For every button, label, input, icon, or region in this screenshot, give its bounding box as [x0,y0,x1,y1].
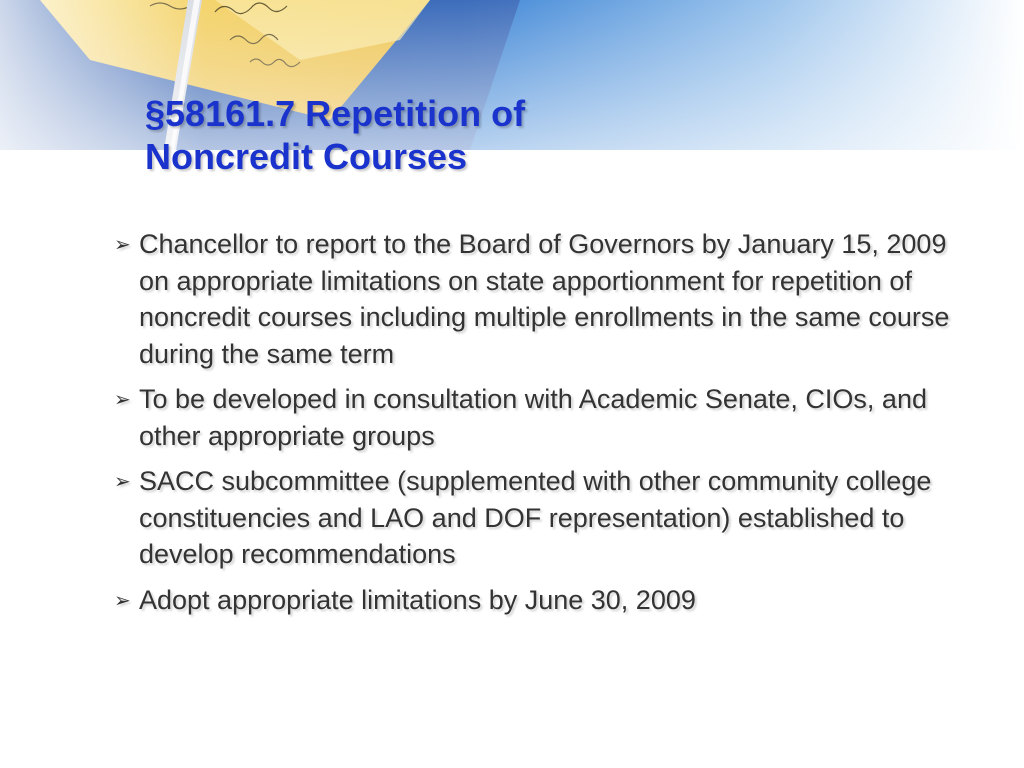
arrowhead-bullet-icon: ➢ [114,469,131,493]
bullet-item [114,582,974,619]
bullet-text: Chancellor to report to the Board of Governors by January 15, 2009 on appropriate limitations on state apportionment for repetition of noncredit courses including multiple enrollments in the same course during the same term [139,229,950,369]
arrowhead-bullet-icon: ➢ [114,232,131,256]
bullet-item [114,381,974,454]
bullet-item [114,226,974,372]
bullet-text: Adopt appropriate limitations by June 30, 2009 [139,584,696,615]
bullet-text: To be developed in consultation with Academic Senate, CIOs, and other appropriate groups [139,384,927,451]
slide-title-line-2: Noncredit Courses [145,136,468,177]
arrowhead-bullet-icon: ➢ [114,587,131,612]
bullet-text: SACC subcommittee (supplemented with other community college constituencies and LAO and DOF representation) established to develop recommendations [139,466,932,569]
slide-title-line-1: §58161.7 Repetition of [145,93,526,134]
bullet-list [114,226,974,627]
arrowhead-bullet-icon: ➢ [114,387,131,411]
slide-title [145,92,525,178]
bullet-item [114,463,974,573]
